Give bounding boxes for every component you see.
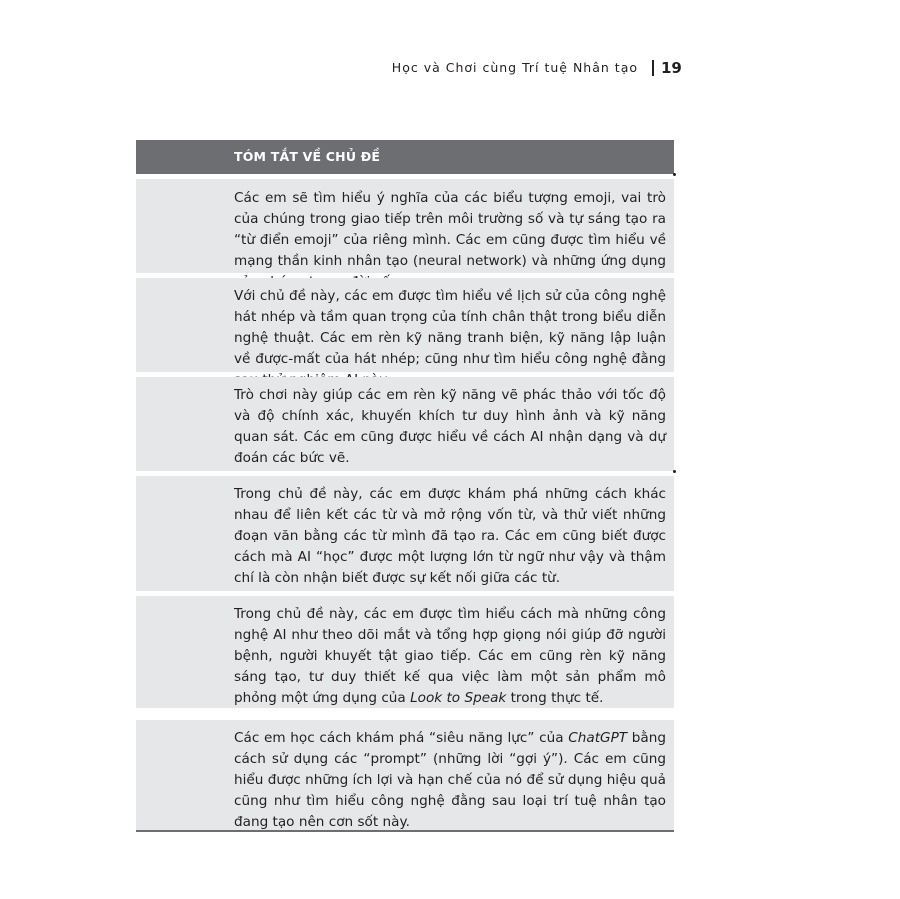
row-text	[234, 377, 666, 469]
italic-title: ChatGPT	[568, 730, 628, 746]
row-text-segment: Các em học cách khám phá “siêu năng lực” của	[234, 730, 569, 746]
row-text-segment: Trong chủ đề này, các em được khám phá những cách khác nhau để liên kết các từ và mở rộng vốn từ, và thử viết những đoạn văn bằng các từ mình đã tạo ra. Các em cũng biết được cách mà AI “học” được một lượng lớn từ ngữ như vậy và thậm chí là còn nhận biết được sự kết nối giữa các từ.	[234, 486, 666, 586]
table-row	[136, 476, 674, 591]
row-text-segment: Trò chơi này giúp các em rèn kỹ năng vẽ phác thảo với tốc độ và độ chính xác, khuyến khích tư duy hình ảnh và kỹ năng quan sát. Các em cũng được hiểu về cách AI nhận dạng và dự đoán các bức vẽ.	[234, 387, 666, 466]
italic-title: Look to Speak	[410, 690, 507, 706]
row-text-segment: trong thực tế.	[506, 690, 604, 706]
row-text	[234, 720, 666, 833]
table-row	[136, 720, 674, 830]
page-number: 19	[661, 59, 682, 77]
corner-dot	[673, 173, 676, 176]
row-text-segment: Trong chủ đề này, các em được tìm hiểu cách mà những công nghệ AI như theo dõi mắt và tổng hợp giọng nói giúp đỡ người bệnh, người khuyết tật giao tiếp. Các em cũng rèn kỹ năng sáng tạo, tư duy thiết kế qua việc làm một sản phẩm mô phỏng một ứng dụng của	[234, 606, 666, 706]
book-title: Học và Chơi cùng Trí tuệ Nhân tạo	[391, 60, 638, 75]
table-row	[136, 377, 674, 471]
table-row	[136, 278, 674, 372]
table-header-label: TÓM TẮT VỀ CHỦ ĐỀ	[234, 149, 381, 164]
table-header	[136, 140, 674, 174]
row-text	[234, 278, 666, 391]
topic-summary-table	[136, 140, 674, 832]
row-text-segment: bằng cách sử dụng các “prompt” (những lời “gợi ý”). Các em cũng hiểu được những ích lợi và hạn chế của nó để sử dụng hiệu quả cũng như tìm hiểu công nghệ đằng sau loại trí tuệ nhân tạo đang tạo nên cơn sốt này.	[234, 730, 667, 830]
table-row	[136, 179, 674, 273]
corner-dot	[673, 470, 676, 473]
running-head	[0, 60, 900, 80]
row-text-segment: Các em sẽ tìm hiểu ý nghĩa của các biểu tượng emoji, vai trò của chúng trong giao tiếp trên môi trường số và tự sáng tạo ra “từ điển emoji” của riêng mình. Các em cũng được tìm hiểu về mạng thần kinh nhân tạo (neural network) và những ứng dụng	[234, 190, 666, 269]
row-text-segment: Với chủ đề này, các em được tìm hiểu về lịch sử của công nghệ hát nhép và tầm quan trọng của tính chân thật trong biểu diễn nghệ thuật. Các em rèn kỹ năng tranh biện, kỹ năng lập luận về được-mất của hát nhép; cũng như tìm hiểu công nghệ đằng	[234, 288, 666, 367]
row-text	[234, 179, 666, 293]
row-text	[234, 476, 666, 589]
row-text	[234, 596, 666, 709]
table-row	[136, 596, 674, 708]
header-divider	[652, 60, 654, 76]
